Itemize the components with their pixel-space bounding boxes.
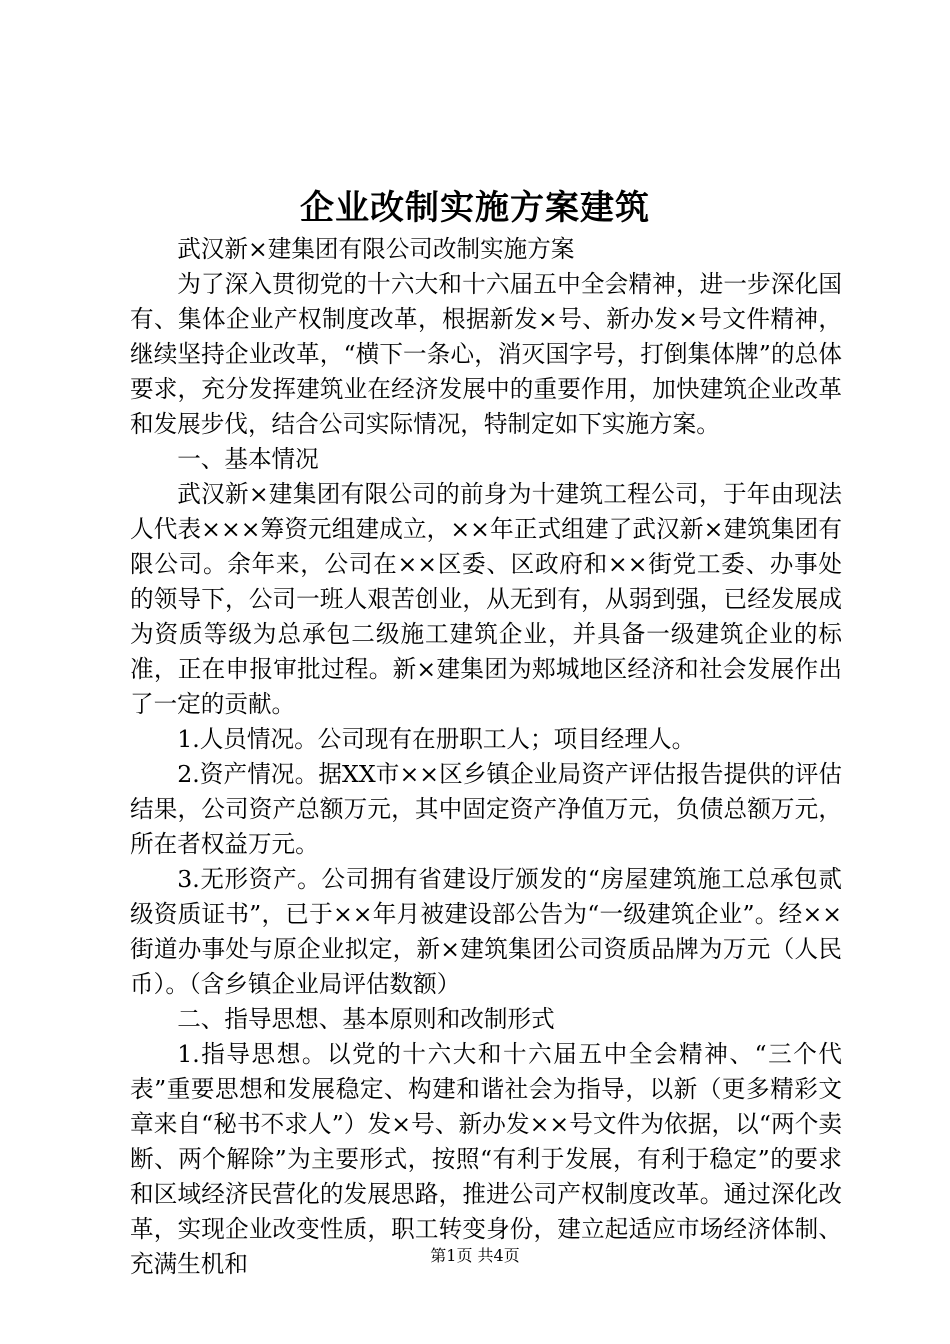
paragraph: 3.无形资产。公司拥有省建设厅颁发的“房屋建筑施工总承包贰级资质证书”，已于××年月被建设部公告为“一级建筑企业”。经××街道办事处与原企业拟定，新×建筑集团公司资质品牌为万元（人民币）。（含乡镇企业局评估数额） [130, 865, 842, 998]
paragraph: 1.人员情况。公司现有在册职工人；项目经理人。 [177, 725, 696, 753]
paragraph: 武汉新×建集团有限公司改制实施方案 [177, 235, 575, 263]
page-number: 第1页 共4页 [430, 1246, 520, 1265]
document-title: 企业改制实施方案建筑 [300, 188, 650, 228]
document-body [130, 232, 842, 1282]
paragraph: 2.资产情况。据XX市××区乡镇企业局资产评估报告提供的评估结果，公司资产总额万元，其中固定资产净值万元，负债总额万元，所在者权益万元。 [130, 760, 842, 858]
paragraph: 1.指导思想。以党的十六大和十六届五中全会精神、“三个代表”重要思想和发展稳定、构建和谐社会为指导，以新（更多精彩文章来自“秘书不求人”）发×号、新办发××号文件为依据，以“两个卖断、两个解除”为主要形式，按照“有利于发展，有利于稳定”的要求和区域经济民营化的发展思路，推进公司产权制度改革。通过深化改革，实现企业改变性质，职工转变身份，建立起适应市场经济体制、充满生机和 [130, 1040, 842, 1278]
paragraph: 武汉新×建集团有限公司的前身为十建筑工程公司，于年由现法人代表×××筹资元组建成立，××年正式组建了武汉新×建筑集团有限公司。余年来，公司在××区委、区政府和××街党工委、办事处的领导下，公司一班人艰苦创业，从无到有，从弱到强，已经发展成为资质等级为总承包二级施工建筑企业，并具备一级建筑企业的标准，正在申报审批过程。新×建集团为郏城地区经济和社会发展作出了一定的贡献。 [130, 480, 842, 718]
section-heading: 二、指导思想、基本原则和改制形式 [177, 1005, 555, 1033]
section-heading: 一、基本情况 [177, 445, 319, 473]
paragraph: 为了深入贯彻党的十六大和十六届五中全会精神，进一步深化国有、集体企业产权制度改革，根据新发×号、新办发×号文件精神，继续坚持企业改革，“横下一条心，消灭国字号，打倒集体牌”的总体要求，充分发挥建筑业在经济发展中的重要作用，加快建筑企业改革和发展步伐，结合公司实际情况，特制定如下实施方案。 [130, 270, 842, 438]
